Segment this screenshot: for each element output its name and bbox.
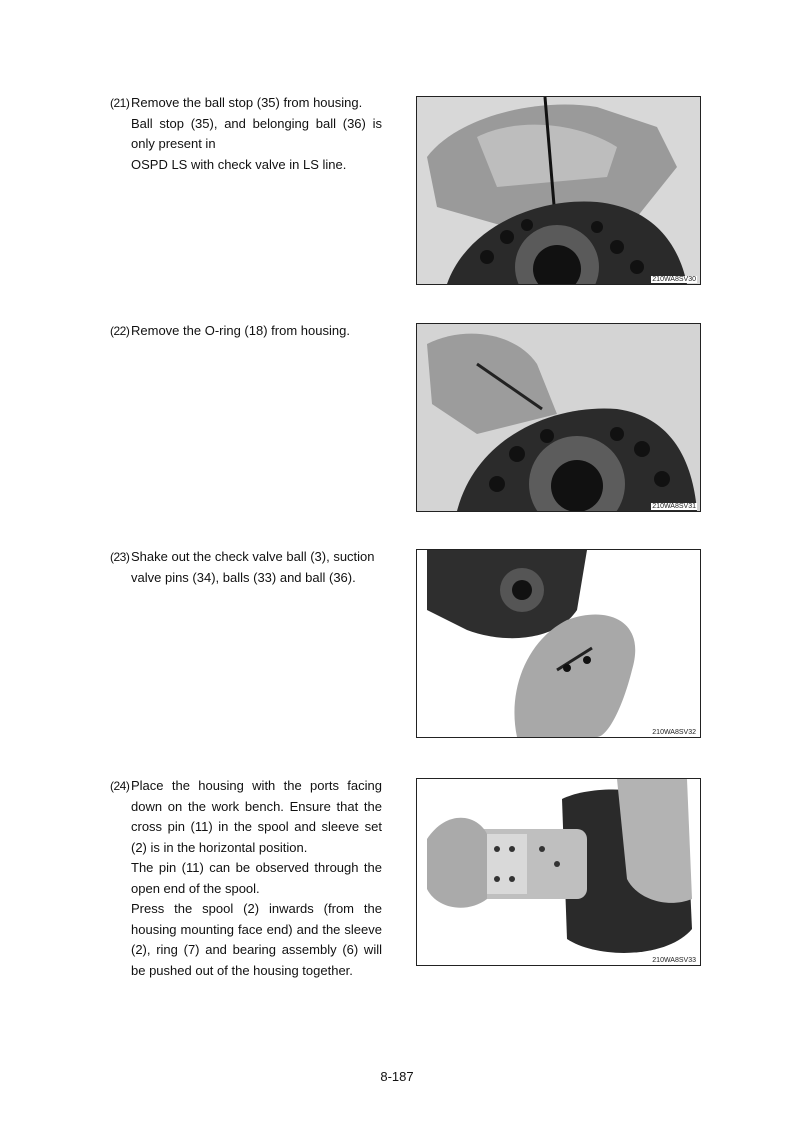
photo-code: 210WA8SV33	[652, 957, 696, 964]
photo-code: 210WA8SV31	[652, 503, 696, 510]
photo-code: 210WA8SV30	[652, 276, 696, 283]
step-text: Shake out the check valve ball (3), suction valve pins (34), balls (33) and ball (36).	[131, 549, 375, 585]
step-text: Remove the ball stop (35) from housing.	[131, 95, 363, 110]
step-text: Ball stop (35), and belonging ball (36) is only present in	[131, 115, 382, 151]
photo-illustration	[417, 324, 700, 511]
photo-code: 210WA8SV32	[652, 729, 696, 736]
photo-illustration	[417, 779, 700, 965]
page-number: 8-187	[380, 1069, 414, 1084]
step-text: OSPD LS with check valve in LS line.	[131, 156, 347, 172]
step-22	[110, 321, 382, 342]
step-text: The pin (11) can be observed through the open end of the spool.	[131, 860, 382, 896]
step-text: Press the spool (2) inwards (from the housing mounting face end) and the sleeve (2), ring (7) and bearing assembly (6) will be pushed out of the housing together.	[131, 901, 382, 978]
step-number: (21)	[110, 96, 130, 110]
step-24	[110, 776, 382, 981]
step-number: (24)	[110, 779, 130, 793]
photo-shake-out-balls	[416, 549, 701, 738]
photo-illustration	[417, 97, 700, 284]
step-23	[110, 547, 382, 588]
step-text: Place the housing with the ports facing down on the work bench. Ensure that the cross pin (11) in the spool and sleeve set (2) is in the horizontal position.	[131, 778, 382, 855]
step-number: (23)	[110, 550, 130, 564]
step-21	[110, 93, 382, 175]
step-number: (22)	[110, 324, 130, 338]
photo-illustration	[417, 550, 700, 737]
photo-o-ring-removal	[416, 323, 701, 512]
photo-ball-stop-removal	[416, 96, 701, 285]
step-text: Remove the O-ring (18) from housing.	[131, 323, 350, 338]
photo-spool-sleeve-removal	[416, 778, 701, 966]
